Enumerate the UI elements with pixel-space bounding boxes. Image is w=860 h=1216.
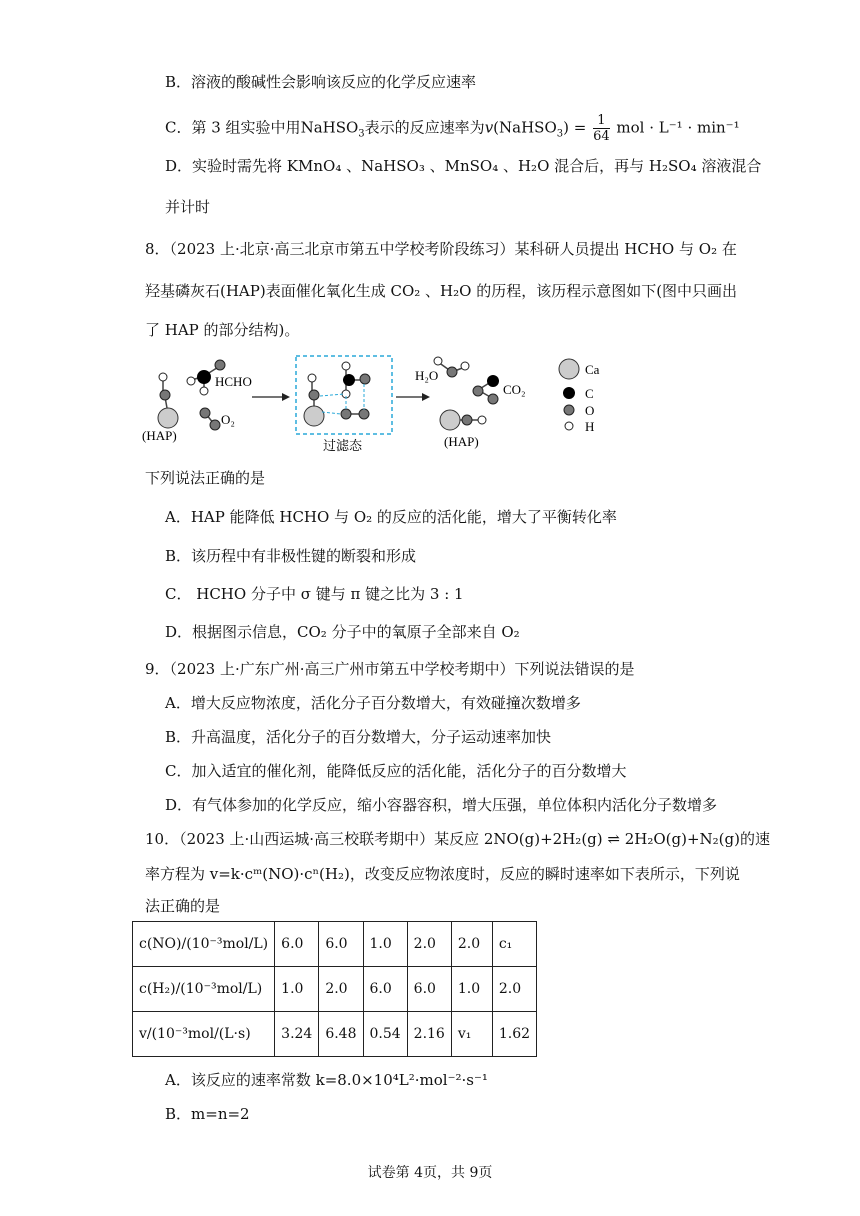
- q7-option-c-prefix: C．第 3 组实验中用: [165, 118, 301, 137]
- q8-option-a: A．HAP 能降低 HCHO 与 O₂ 的反应的活化能，增大了平衡转化率: [165, 508, 617, 526]
- q8-option-c: C． HCHO 分子中 σ 键与 π 键之比为 3 : 1: [165, 585, 464, 603]
- q8-prompt: 下列说法正确的是: [145, 469, 266, 487]
- q9-option-b: B．升高温度，活化分子的百分数增大，分子运动速率加快: [165, 728, 552, 746]
- legend-h: H: [585, 419, 595, 434]
- q9-option-d: D．有气体参加的化学反应，缩小容器容积，增大压强，单位体积内活化分子数增多: [165, 796, 718, 814]
- rate-data-table: [132, 921, 537, 1057]
- q8-option-b: B．该历程中有非极性键的断裂和形成: [165, 547, 417, 565]
- q7-option-d-line1: D．实验时需先将 KMnO₄ 、NaHSO₃ 、MnSO₄ 、H₂O 混合后，再与 H₂SO₄ 溶液混合: [165, 157, 762, 175]
- hap-left-group: [142, 373, 178, 443]
- q8-option-d: D．根据图示信息，CO₂ 分子中的氧原子全部来自 O₂: [165, 623, 520, 641]
- table-row: [133, 1012, 537, 1057]
- table-cell: 1.0: [451, 967, 492, 1012]
- hap-right-label: (HAP): [444, 434, 479, 449]
- transition-state-group: [296, 356, 392, 454]
- q7-option-c: C．第 3 组实验中用NaHSO$_3$表示的反应速率为v(NaHSO$_3$) = $\frac{1}{64}$ mol · L⁻¹ · min⁻¹: [165, 113, 740, 144]
- h2o-label: H₂O: [415, 368, 439, 383]
- table-cell: v₁: [451, 1012, 492, 1057]
- table-cell: 6.48: [319, 1012, 363, 1057]
- q7-option-c-mid: 表示的反应速率为: [364, 118, 485, 137]
- transition-state-label: 过滤态: [323, 439, 363, 454]
- hap-left-label: (HAP): [142, 428, 177, 443]
- reaction-mechanism-diagram: [132, 350, 632, 458]
- hcho-molecule: [187, 360, 252, 395]
- table-cell: 6.0: [407, 967, 451, 1012]
- table-cell: c₁: [492, 922, 536, 967]
- co2-label: CO₂: [503, 382, 526, 397]
- table-cell: 1.62: [492, 1012, 536, 1057]
- products-group: [415, 357, 526, 449]
- table-cell: 6.0: [319, 922, 363, 967]
- q10-stem-line3: 法正确的是: [145, 897, 221, 915]
- table-cell: 2.0: [407, 922, 451, 967]
- q7-option-c-fraction: $\frac{1}{64}$: [593, 113, 610, 144]
- q8-stem-line3: 了 HAP 的部分结构)。: [145, 321, 300, 339]
- q7-option-d-line2: 并计时: [165, 198, 211, 216]
- table-cell: 6.0: [275, 922, 319, 967]
- q10-stem-line1: 10．（2023 上·山西运城·高三校联考期中）某反应 2NO(g)+2H₂(g) ⇌ 2H₂O(g)+N₂(g)的速: [145, 830, 770, 848]
- q8-stem-line2: 羟基磷灰石(HAP)表面催化氧化生成 CO₂ 、H₂O 的历程，该历程示意图如下(图中只画出: [145, 282, 738, 300]
- table-cell: v/(10⁻³mol/(L·s): [133, 1012, 275, 1057]
- page-footer: 试卷第 4页，共 9页: [367, 1165, 493, 1181]
- table-cell: 2.0: [319, 967, 363, 1012]
- legend-o: O: [585, 403, 595, 418]
- q10-option-a: A．该反应的速率常数 k=8.0×10⁴L²·mol⁻²·s⁻¹: [165, 1071, 488, 1089]
- table-cell: 1.0: [275, 967, 319, 1012]
- q9-stem: 9．（2023 上·广东广州·高三广州市第五中学校考期中）下列说法错误的是: [145, 660, 635, 678]
- table-cell: 2.16: [407, 1012, 451, 1057]
- q9-option-a: A．增大反应物浓度，活化分子百分数增大，有效碰撞次数增多: [165, 694, 581, 712]
- q10-option-b: B．m=n=2: [165, 1105, 250, 1123]
- table-cell: 0.54: [363, 1012, 407, 1057]
- q7-option-b: B．溶液的酸碱性会影响该反应的化学反应速率: [165, 73, 477, 91]
- table-cell: 2.0: [492, 967, 536, 1012]
- q8-stem-line1: 8．（2023 上·北京·高三北京市第五中学校考阶段练习）某科研人员提出 HCHO 与 O₂ 在: [145, 240, 737, 258]
- legend: [559, 359, 600, 434]
- legend-c: C: [585, 386, 594, 401]
- table-cell: c(NO)/(10⁻³mol/L): [133, 922, 275, 967]
- table-cell: c(H₂)/(10⁻³mol/L): [133, 967, 275, 1012]
- legend-ca: Ca: [585, 362, 600, 377]
- o2-label: O₂: [221, 412, 235, 427]
- table-cell: 1.0: [363, 922, 407, 967]
- q10-stem-line2: 率方程为 v=k·cᵐ(NO)·cⁿ(H₂)，改变反应物浓度时，反应的瞬时速率如下表所示，下列说: [145, 865, 740, 883]
- table-cell: 2.0: [451, 922, 492, 967]
- hcho-label: HCHO: [215, 374, 252, 389]
- q7-option-c-unit: mol · L⁻¹ · min⁻¹: [616, 118, 740, 137]
- table-row: [133, 922, 537, 967]
- o2-molecule: [200, 408, 235, 430]
- q9-option-c: C．加入适宜的催化剂，能降低反应的活化能，活化分子的百分数增大: [165, 762, 627, 780]
- table-row: [133, 967, 537, 1012]
- table-cell: 6.0: [363, 967, 407, 1012]
- table-cell: 3.24: [275, 1012, 319, 1057]
